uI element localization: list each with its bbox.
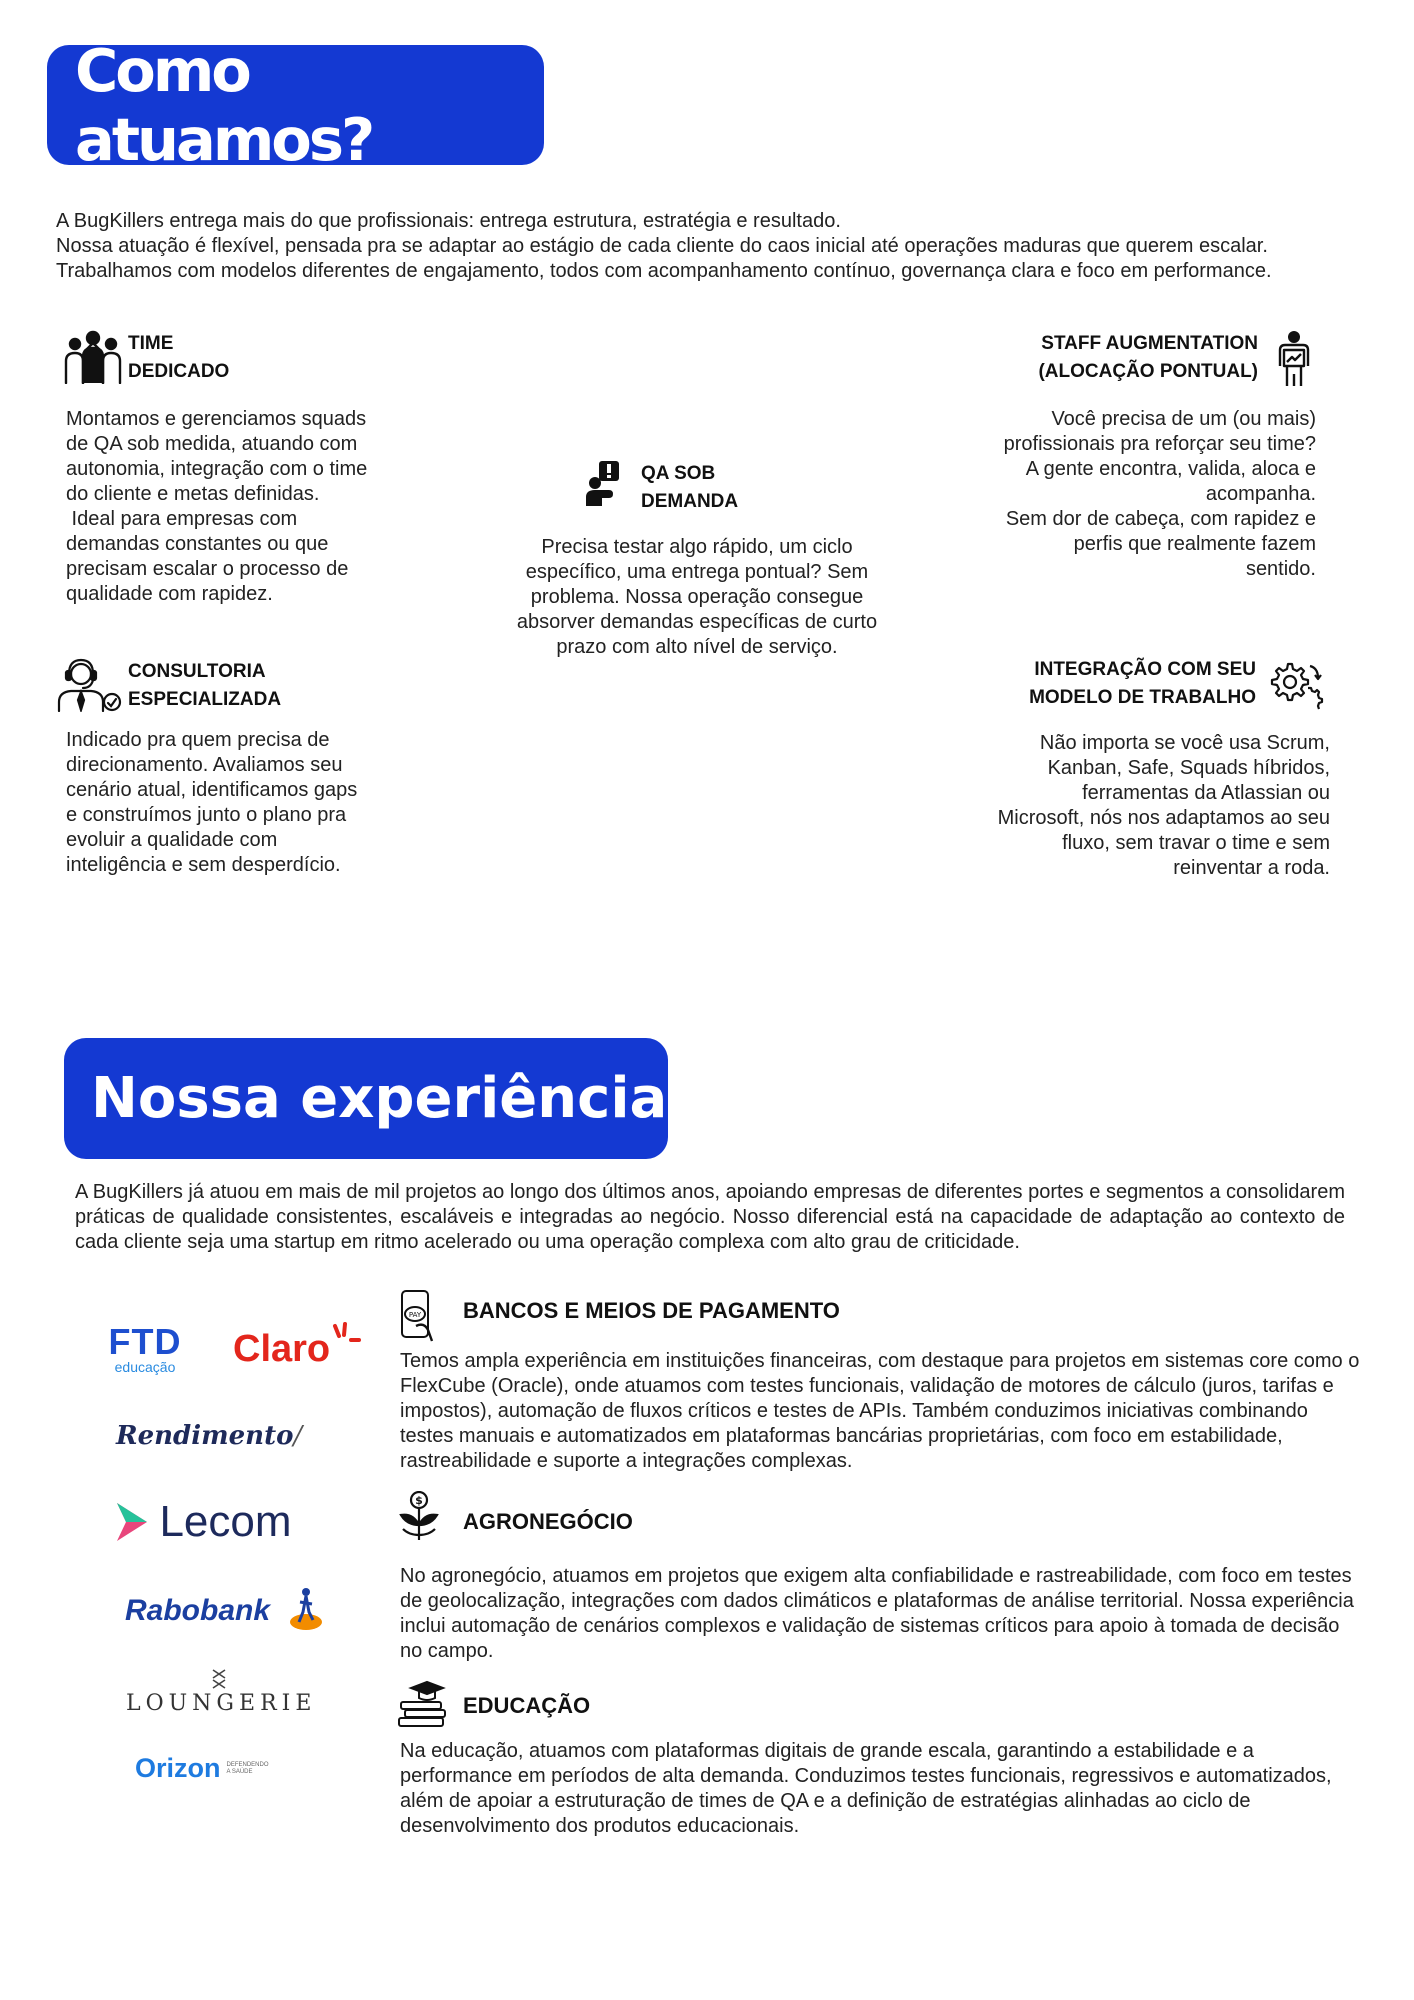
rendimento-logo-text: Rendimento bbox=[116, 1421, 294, 1451]
desc-line: autonomia, integração com o time bbox=[66, 458, 368, 480]
lecom-chevron-icon bbox=[115, 1501, 149, 1543]
desc-line: precisam escalar o processo de bbox=[66, 558, 349, 580]
model-description bbox=[900, 407, 1316, 582]
desc-line: fluxo, sem travar o time e sem bbox=[1062, 832, 1330, 854]
desc-line: direcionamento. Avaliamos seu bbox=[66, 754, 343, 776]
desc-line: Microsoft, nós nos adaptamos ao seu bbox=[997, 807, 1330, 829]
desc-line: Ideal para empresas com bbox=[66, 508, 298, 530]
desc-line: problema. Nossa operação consegue bbox=[530, 586, 864, 608]
claro-logo-text: Claro bbox=[233, 1328, 331, 1370]
model-description bbox=[900, 731, 1330, 881]
model-title-line: CONSULTORIA bbox=[128, 661, 266, 682]
model-title-line: (ALOCAÇÃO PONTUAL) bbox=[1038, 361, 1258, 382]
desc-line: reinventar a roda. bbox=[1173, 857, 1330, 879]
desc-line: perfis que realmente fazem bbox=[1073, 533, 1316, 555]
orizon-tagline-line: DEFENDENDO bbox=[226, 1761, 269, 1768]
desc-line: qualidade com rapidez. bbox=[66, 583, 273, 605]
mobile-payment-icon bbox=[398, 1290, 436, 1342]
model-title-line: ESPECIALIZADA bbox=[128, 689, 282, 710]
ftd-logo-subtext: educação bbox=[114, 1359, 176, 1375]
model-title-line: MODELO DE TRABALHO bbox=[1029, 687, 1256, 708]
desc-line: Montamos e gerenciamos squads bbox=[66, 408, 367, 430]
desc-line: Não importa se você usa Scrum, bbox=[1039, 732, 1330, 754]
sector-title: EDUCAÇÃO bbox=[463, 1693, 591, 1718]
section-title: Nossa experiência bbox=[91, 1066, 668, 1131]
desc-line: e construímos junto o plano pra bbox=[66, 804, 347, 826]
agro-plant-icon bbox=[397, 1491, 442, 1541]
orizon-tagline bbox=[227, 1762, 269, 1776]
orizon-logo bbox=[135, 1753, 269, 1784]
desc-line: de QA sob medida, atuando com bbox=[66, 433, 358, 455]
desc-line: A gente encontra, valida, aloca e bbox=[1025, 458, 1316, 480]
model-description bbox=[66, 407, 426, 607]
model-title-line: STAFF AUGMENTATION bbox=[1041, 333, 1258, 354]
desc-line: do cliente e metas definidas. bbox=[66, 483, 320, 505]
desc-line: ferramentas da Atlassian ou bbox=[1082, 782, 1330, 804]
experience-intro: A BugKillers já atuou em mais de mil projetos ao longo dos últimos anos, apoiando empresas de diferentes portes e segmentos a consolidarem práticas de qualidade consistentes, escaláveis e integradas ao negócio. Nosso diferencial está na capacidade de adaptação ao contexto de cada cliente seja uma startup em ritmo acelerado ou uma operação complexa com alto grau de criticidade. bbox=[75, 1181, 1345, 1253]
desc-line: inteligência e sem desperdício. bbox=[66, 854, 341, 876]
education-books-icon bbox=[397, 1680, 449, 1730]
lecom-logo bbox=[115, 1497, 292, 1547]
model-title-line: TIME bbox=[128, 333, 174, 354]
sector-description: No agronegócio, atuamos em projetos que exigem alta confiabilidade e rastreabilidade, com foco em testes de geolocalização, integrações com dados climáticos e plataformas de análise territorial. Nossa experiência inclui automação de cenários complexos e validação de sistemas críticos para apoio à tomada de decisão no campo. bbox=[400, 1565, 1354, 1662]
model-title-line: DEMANDA bbox=[641, 491, 739, 512]
intro-paragraph bbox=[56, 209, 1326, 284]
team-icon bbox=[64, 329, 122, 384]
sector-description: Na educação, atuamos com plataformas digitais de grande escala, garantindo a estabilidade e a performance em períodos de alta demanda. Conduzimos testes funcionais, regressivos e automatizados, além de apoiar a estruturação de times de QA e a definição de estratégias alinhadas ao ciclo de desenvolvimento dos produtos educacionais. bbox=[400, 1740, 1332, 1837]
desc-line: Precisa testar algo rápido, um ciclo bbox=[541, 536, 853, 558]
loungerie-logo-text: LOUNGERIE bbox=[126, 1691, 317, 1716]
rabobank-logo bbox=[125, 1594, 270, 1628]
rendimento-logo bbox=[116, 1421, 302, 1451]
consultant-icon bbox=[57, 656, 125, 712]
model-title bbox=[641, 460, 738, 516]
intro-line: A BugKillers entrega mais do que profissionais: entrega estrutura, estratégia e resultado. bbox=[56, 210, 841, 232]
desc-line: cenário atual, identificamos gaps bbox=[66, 779, 358, 801]
desc-line: acompanha. bbox=[1205, 483, 1316, 505]
desc-line: absorver demandas específicas de curto bbox=[516, 611, 878, 633]
model-title bbox=[128, 658, 281, 714]
rabobank-logo-text: Rabobank bbox=[125, 1594, 271, 1627]
model-title bbox=[900, 330, 1258, 386]
svg-text:$: $ bbox=[415, 1494, 423, 1507]
ftd-logo-text: FTD bbox=[108, 1321, 182, 1362]
model-title-line: INTEGRAÇÃO COM SEU bbox=[1034, 659, 1256, 680]
desc-line: profissionais pra reforçar seu time? bbox=[1003, 433, 1316, 455]
loungerie-logo bbox=[126, 1668, 317, 1718]
sector-description: Temos ampla experiência em instituições financeiras, com destaque para projetos em sistemas core como o FlexCube (Oracle), onde atuamos com testes funcionais, validação de motores de cálculo (juros, tarifas e impostos), automação de fluxos críticos e testes de APIs. Também conduzimos iniciativas combinando testes manuais e automatizados em plataformas bancárias proprietárias, com foco em estabilidade, rastreabilidade e suporte a integrações complexas. bbox=[400, 1350, 1360, 1472]
claro-rays-icon bbox=[325, 1322, 361, 1362]
on-demand-icon bbox=[585, 461, 625, 506]
desc-line: Você precisa de um (ou mais) bbox=[1051, 408, 1316, 430]
desc-line: específico, uma entrega pontual? Sem bbox=[525, 561, 869, 583]
desc-line: Kanban, Safe, Squads híbridos, bbox=[1047, 757, 1330, 779]
orizon-logo-text: Orizon bbox=[135, 1753, 221, 1783]
intro-line: Nossa atuação é flexível, pensada pra se adaptar ao estágio de cada cliente do caos inicial até operações maduras que querem escalar. Trabalhamos com modelos diferentes de engajamento, todos com acompanhamento contínuo, governança clara e foco em performance. bbox=[56, 235, 1272, 282]
section-title-banner bbox=[64, 1038, 668, 1159]
rendimento-slash: / bbox=[293, 1421, 303, 1451]
desc-line: demandas constantes ou que bbox=[66, 533, 329, 555]
section-title-banner bbox=[47, 36, 544, 174]
svg-text:PAY: PAY bbox=[408, 1311, 422, 1319]
model-description bbox=[487, 535, 907, 660]
desc-line: evoluir a qualidade com bbox=[66, 829, 278, 851]
orizon-tagline-line: A SAÚDE bbox=[226, 1768, 253, 1775]
claro-logo bbox=[233, 1328, 330, 1371]
loungerie-emblem-icon bbox=[126, 1668, 312, 1690]
model-title bbox=[128, 330, 229, 386]
staff-icon bbox=[1277, 330, 1311, 388]
section-title: Como atuamos? bbox=[75, 36, 373, 174]
sector-title: AGRONEGÓCIO bbox=[463, 1509, 633, 1534]
model-title-line: DEDICADO bbox=[128, 361, 230, 382]
integration-gears-icon bbox=[1268, 656, 1324, 712]
model-title bbox=[900, 656, 1256, 712]
rabobank-figure-icon bbox=[289, 1586, 323, 1632]
sector-title: BANCOS E MEIOS DE PAGAMENTO bbox=[463, 1298, 840, 1323]
desc-line: Indicado pra quem precisa de bbox=[66, 729, 330, 751]
desc-line: Sem dor de cabeça, com rapidez e bbox=[1005, 508, 1316, 530]
desc-line: sentido. bbox=[1245, 558, 1316, 580]
ftd-logo bbox=[103, 1321, 187, 1375]
model-description bbox=[66, 728, 426, 878]
lecom-logo-text: Lecom bbox=[159, 1497, 292, 1546]
model-title-line: QA SOB bbox=[641, 463, 716, 484]
desc-line: prazo com alto nível de serviço. bbox=[556, 636, 838, 658]
